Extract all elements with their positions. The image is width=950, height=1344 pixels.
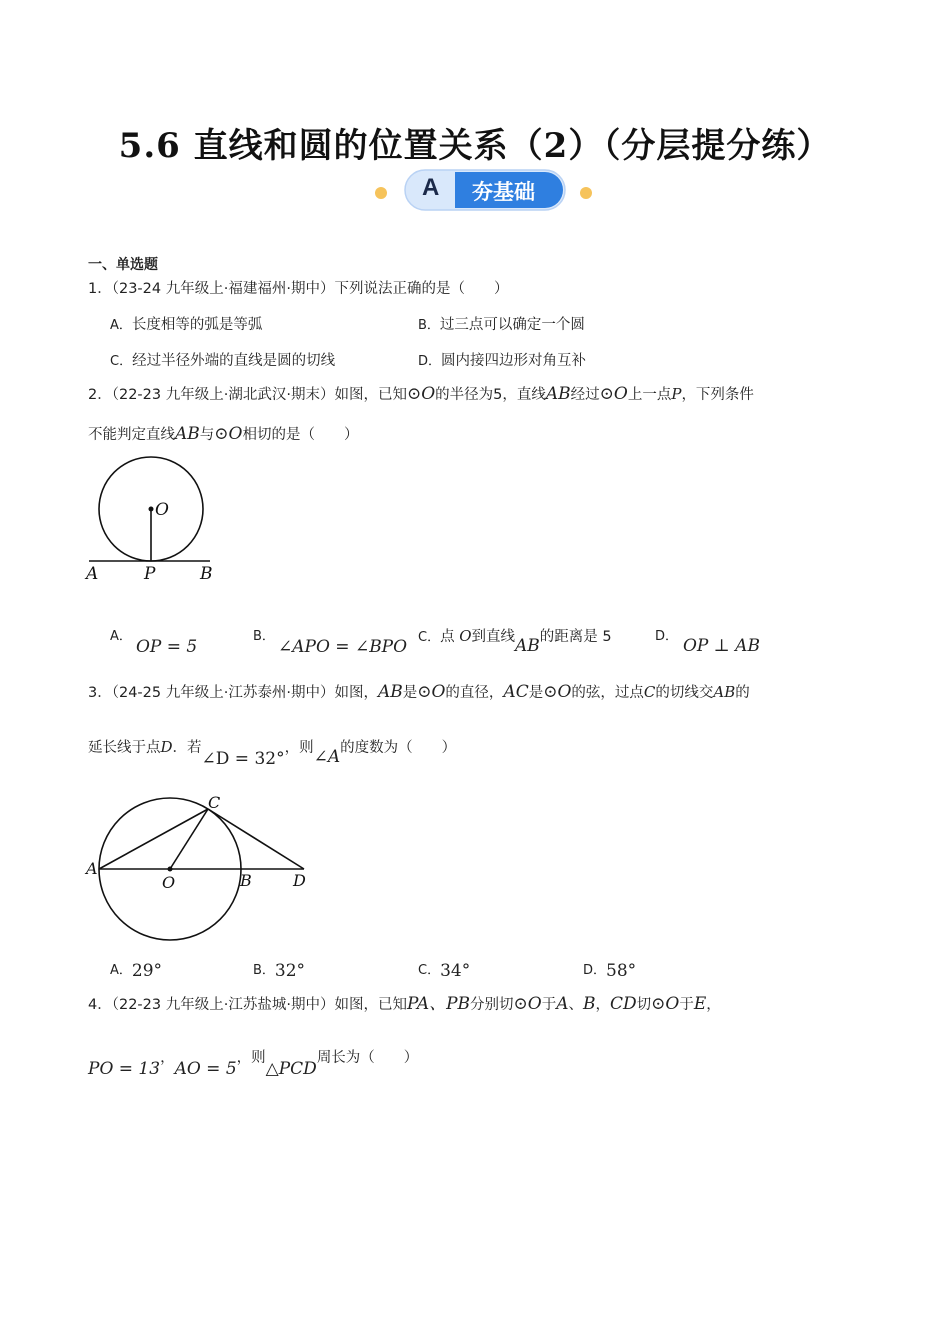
level-banner <box>290 164 670 216</box>
q3-figure <box>84 792 324 947</box>
question-3-stem-line2: 延长线于点D．若∠D = 32°，则∠A的度数为（ ） <box>88 738 457 769</box>
banner-label: 夯基础 <box>472 180 535 204</box>
center-point <box>168 867 173 872</box>
q2-option-d-math: OP ⊥ AB <box>683 636 760 656</box>
q1-option-d[interactable]: D．圆内接四边形对角互补 <box>418 353 587 369</box>
question-text: 下列说法正确的是（ ） <box>334 281 509 297</box>
label-p: P <box>144 564 156 584</box>
section-heading: 一、单选题 <box>88 257 158 273</box>
question-source: （23-24 九年级上·福建福州·期中） <box>111 281 335 297</box>
banner-letter: A <box>422 174 440 201</box>
label-b: B <box>200 564 213 584</box>
question-2-stem-line2: 不能判定直线AB与⊙O相切的是（ ） <box>88 424 359 444</box>
q2-option-d[interactable]: D． <box>655 629 679 644</box>
q2-option-b-math: ∠APO = ∠BPO <box>278 637 408 657</box>
label-d: D <box>293 871 306 890</box>
question-2-stem: 2．（22-23 九年级上·湖北武汉·期末）如图，已知⊙O的半径为5，直线AB经过⊙O上一点P，下列条件 <box>88 384 754 404</box>
q2-figure <box>84 454 224 589</box>
q2-option-a[interactable]: A． <box>110 629 132 644</box>
page-title: 5.6 直线和圆的位置关系（2）（分层提分练） <box>118 126 832 166</box>
right-dot-icon <box>580 187 592 199</box>
question-4-stem-line2: PO = 13，AO = 5，则△PCD周长为（ ） <box>88 1050 419 1079</box>
q2-option-a-math: OP = 5 <box>136 637 198 657</box>
label-c: C <box>208 793 221 812</box>
q3-option-a[interactable]: A．29° <box>110 961 163 981</box>
left-dot-icon <box>375 187 387 199</box>
label-o: O <box>162 873 176 892</box>
q1-option-a[interactable]: A．长度相等的弧是等弧 <box>110 317 263 333</box>
question-1-stem <box>88 279 508 299</box>
q3-option-c[interactable]: C．34° <box>418 961 471 981</box>
label-a: A <box>86 564 99 584</box>
tangent-cd <box>208 809 304 869</box>
center-point <box>149 507 154 512</box>
question-4-stem: 4．（22-23 九年级上·江苏盐城·期中）如图，已知PA、PB分别切⊙O于A、B，CD切⊙O于E， <box>88 994 721 1014</box>
q1-option-b[interactable]: B．过三点可以确定一个圆 <box>418 317 585 333</box>
question-3-stem: 3．（24-25 九年级上·江苏泰州·期中）如图，AB是⊙O的直径，AC是⊙O的弦，过点C的切线交AB的 <box>88 682 750 702</box>
chord-ac <box>99 809 208 869</box>
question-number: 1． <box>88 281 112 297</box>
q3-option-b[interactable]: B．32° <box>253 961 306 981</box>
q2-option-b[interactable]: B． <box>253 629 275 644</box>
q3-option-d[interactable]: D．58° <box>583 961 637 981</box>
label-o: O <box>155 500 169 520</box>
radius-oc <box>170 809 208 869</box>
q2-option-c[interactable]: C．点 O到直线AB的距离是 5 <box>418 627 612 656</box>
q1-option-c[interactable]: C．经过半径外端的直线是圆的切线 <box>110 353 336 369</box>
label-a: A <box>86 859 98 878</box>
label-b: B <box>240 871 252 890</box>
